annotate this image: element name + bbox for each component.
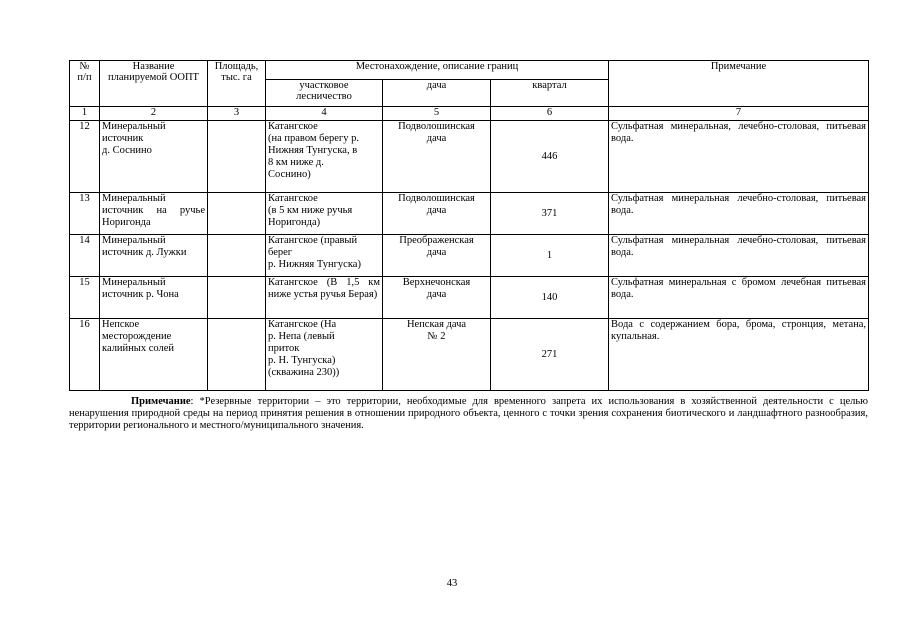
column-number: 7 [609,107,869,121]
row-num: 13 [70,193,100,235]
row-name: Минеральный источник д. Соснино [100,121,208,193]
column-number-row [70,107,869,121]
row-area [208,121,266,193]
table-row [70,121,869,193]
table-row [70,277,869,319]
column-number: 5 [383,107,491,121]
row-dacha: Непская дача № 2 [383,319,491,391]
row-area [208,319,266,391]
table-footnote [69,396,868,432]
row-name: Минеральный источник р. Чона [100,277,208,319]
row-quarter: 271 [491,319,609,391]
row-area [208,193,266,235]
row-dacha: Верхнечонская дача [383,277,491,319]
page-number: 43 [446,578,458,589]
column-number: 2 [100,107,208,121]
column-number: 3 [208,107,266,121]
row-quarter: 140 [491,277,609,319]
table-row [70,193,869,235]
row-remark: Сульфатная минеральная с бромом лечебная питьевая вода. [609,277,869,319]
row-num: 16 [70,319,100,391]
row-num: 15 [70,277,100,319]
header-quarter: квартал [491,80,609,107]
column-number: 1 [70,107,100,121]
row-dacha: Преображенская дача [383,235,491,277]
row-num: 12 [70,121,100,193]
footnote-text: : *Резервные территории – это территории, необходимые для временного запрета их использования в хозяйственной деятельности с целью ненарушения природной среды на период принятия решения в отношении природного объекта, ценного с точки зрения сохранения биотического и ландшафтного разнообразия, территории регионального и местного/муниципального значения. [69,396,868,431]
row-quarter: 371 [491,193,609,235]
row-forestry: Катангское (В 1,5 км ниже устья ручья Берая) [266,277,383,319]
protected-areas-table [69,60,869,391]
row-forestry: Катангское (на правом берегу р. Нижняя Тунгуска, в 8 км ниже д. Соснино) [266,121,383,193]
row-dacha: Подволошинская дача [383,193,491,235]
header-remark: Примечание [609,61,869,107]
row-remark: Сульфатная минеральная лечебно-столовая, питьевая вода. [609,193,869,235]
row-area [208,277,266,319]
column-number: 4 [266,107,383,121]
row-quarter: 446 [491,121,609,193]
row-name: Минеральный источник д. Лужки [100,235,208,277]
row-name: Минеральный источник на ручье Норигонда [100,193,208,235]
header-row-1 [70,61,869,80]
row-name: Непское месторождение калийных солей [100,319,208,391]
header-forestry: участковое лесничество [266,80,383,107]
row-forestry: Катангское (На р. Непа (левый приток р. Н. Тунгуска) (скважина 230)) [266,319,383,391]
header-location: Местонахождение, описание границ [266,61,609,80]
column-number: 6 [491,107,609,121]
header-area: Площадь, тыс. га [208,61,266,107]
table-row [70,235,869,277]
row-forestry: Катангское (в 5 км ниже ручья Норигонда) [266,193,383,235]
row-remark: Сульфатная минеральная лечебно-столовая, питьевая вода. [609,235,869,277]
footnote-label: Примечание [131,396,191,407]
row-quarter: 1 [491,235,609,277]
table-row [70,319,869,391]
header-name: Название планируемой ООПТ [100,61,208,107]
row-num: 14 [70,235,100,277]
header-dacha: дача [383,80,491,107]
row-remark: Сульфатная минеральная, лечебно-столовая, питьевая вода. [609,121,869,193]
row-area [208,235,266,277]
row-dacha: Подволошинская дача [383,121,491,193]
row-forestry: Катангское (правый берег р. Нижняя Тунгуска) [266,235,383,277]
row-remark: Вода с содержанием бора, брома, стронция, метана, купальная. [609,319,869,391]
header-num: № п/п [70,61,100,107]
